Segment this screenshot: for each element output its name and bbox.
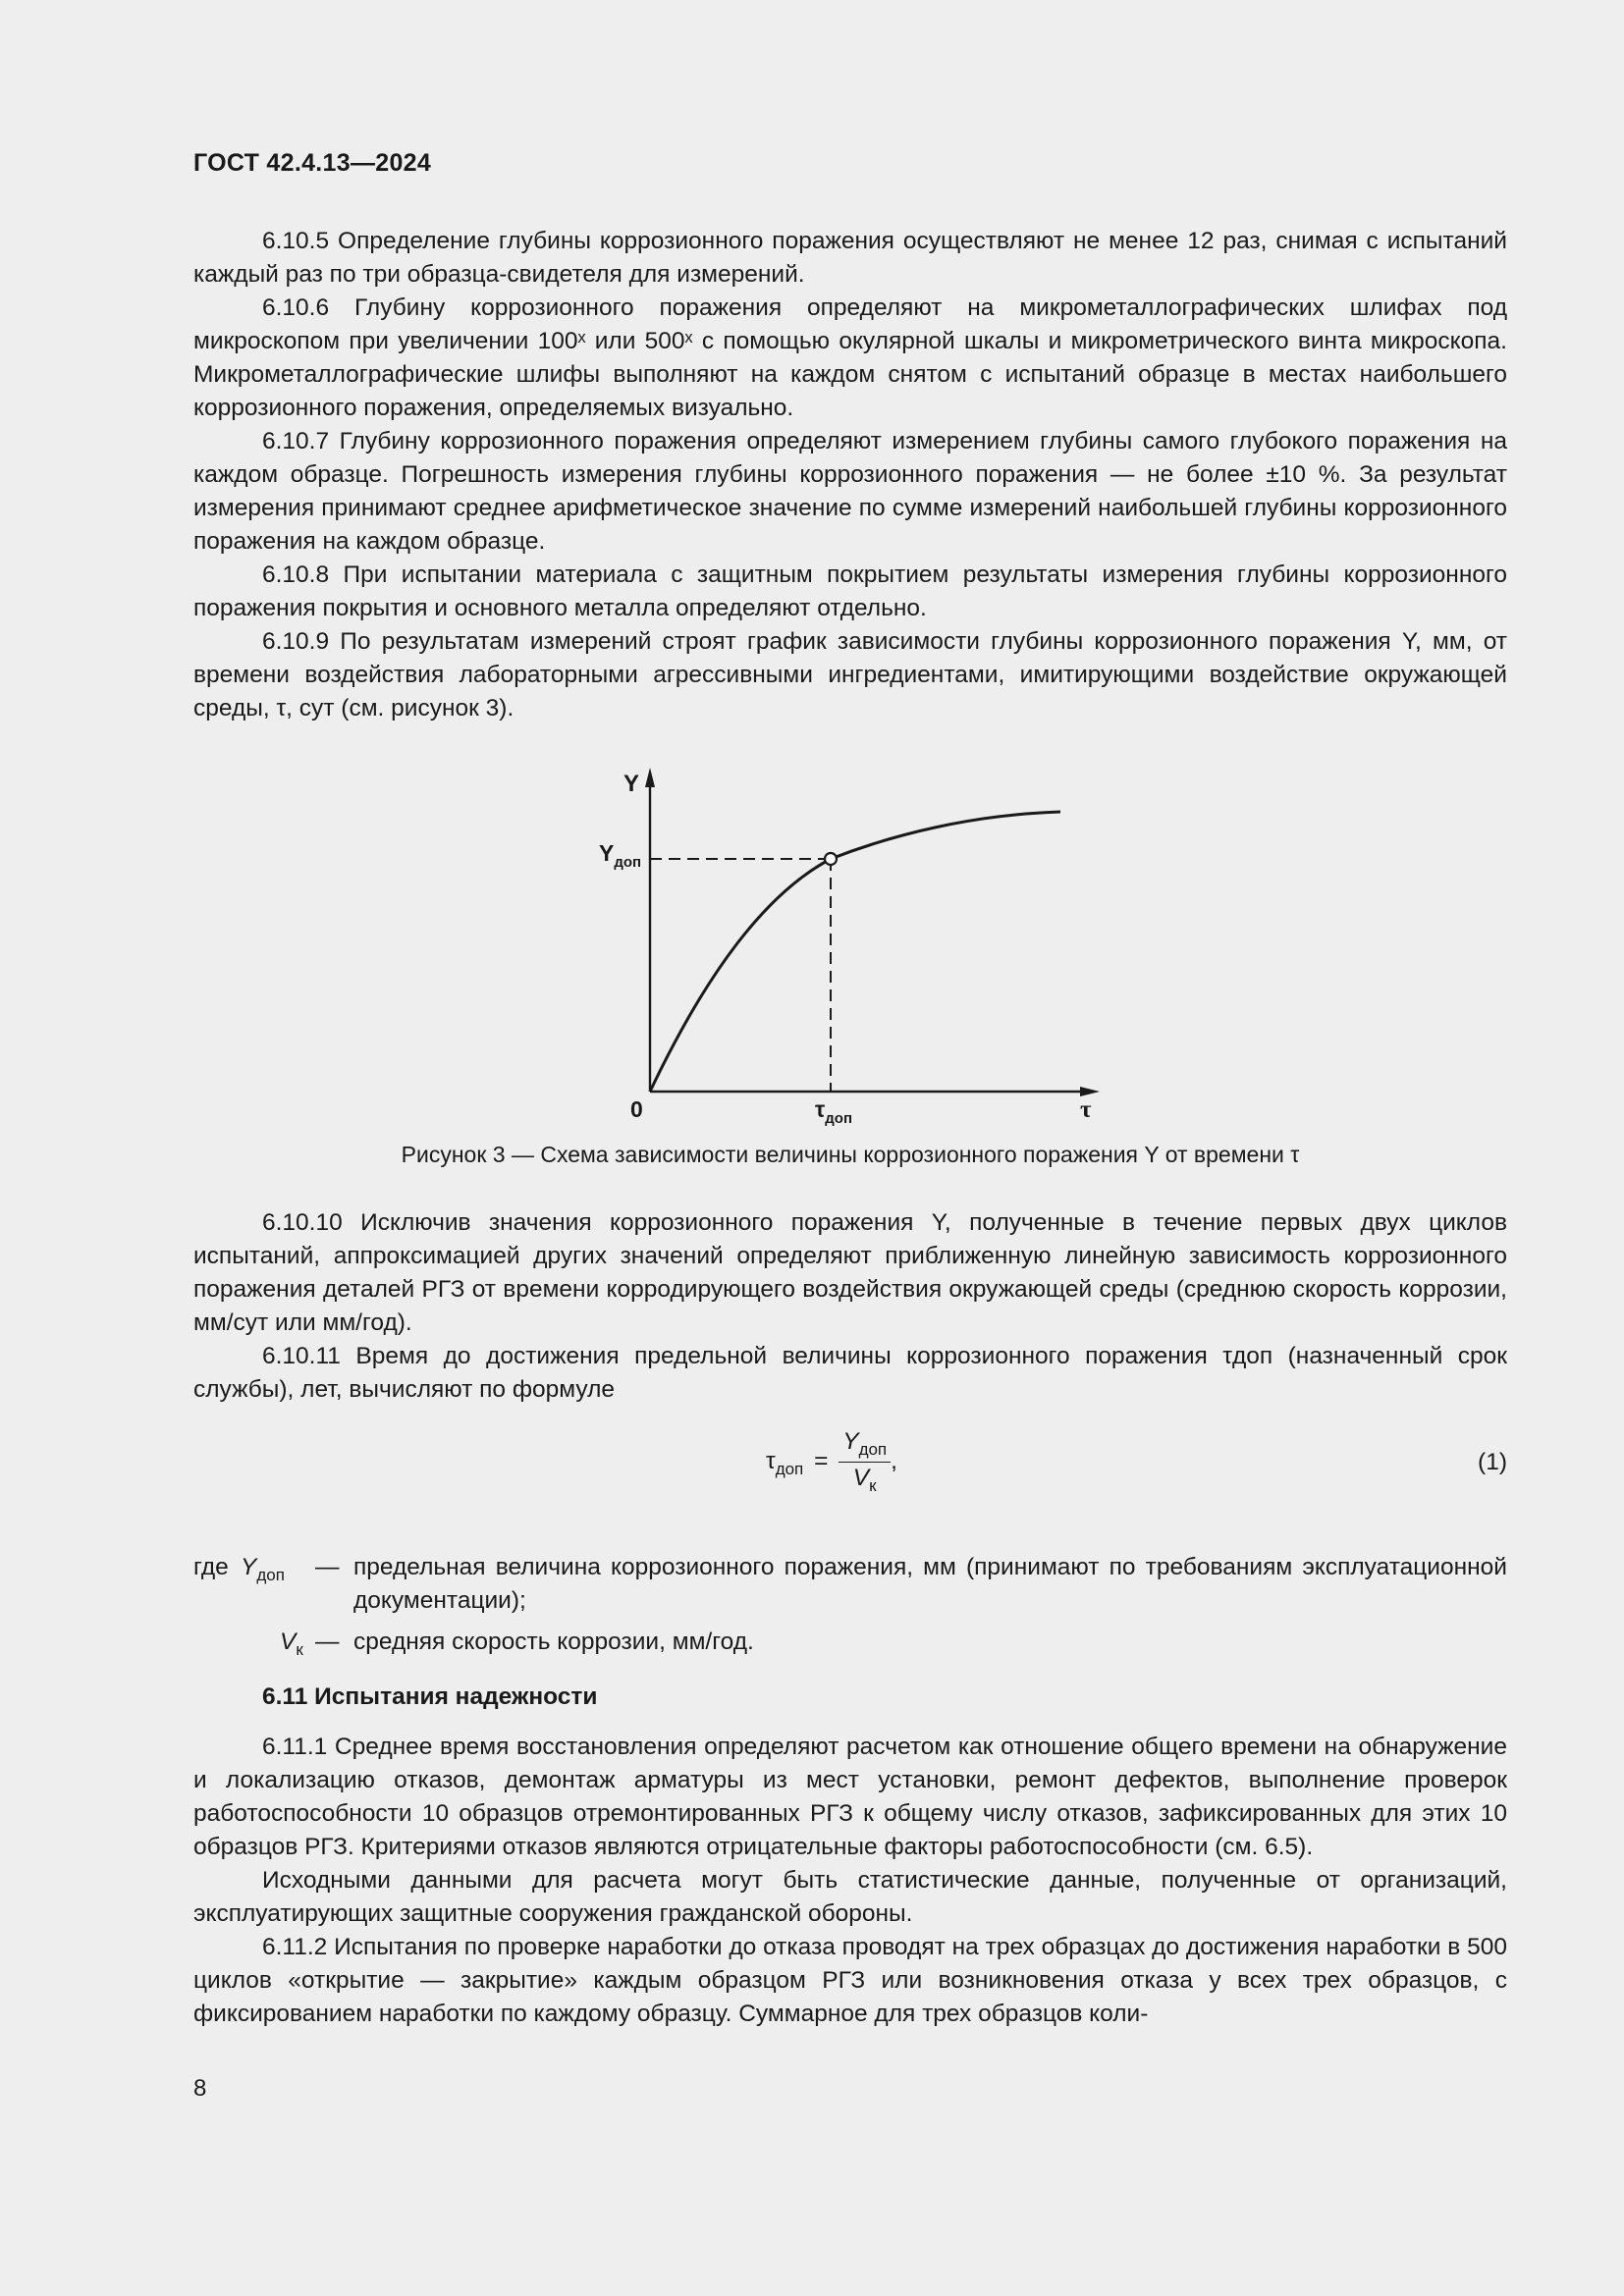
formula-number: (1) (1478, 1449, 1507, 1475)
formula-denominator: $V_к$ (852, 1465, 877, 1495)
paragraph-source-data: Исходными данными для расчета могут быть статистические данные, полученные от организаций, эксплуатирующих защитные сооружения гражданской обороны. (193, 1867, 1507, 1927)
page-number: 8 (193, 2075, 207, 2102)
paragraph-6-10-10: 6.10.10 Исключив значения коррозионного поражения Y, полученные в течение первых двух циклов испытаний, аппроксимацией других значений определяют приближенную линейную зависимость коррозионного поражения деталей РГЗ от времени корродирующего воздействия окружающей среды (среднюю скорость коррозии, мм/сут или мм/год). (193, 1209, 1507, 1336)
where-text-v: средняя скорость коррозии, мм/год. (353, 1629, 754, 1655)
limit-point (825, 853, 837, 865)
formula-comma: , (891, 1447, 897, 1474)
where-symbol-v: $V_к$ (280, 1629, 303, 1659)
paragraph-6-10-9: 6.10.9 По результатам измерений строят график зависимости глубины коррозионного поражения Y, мм, от времени воздействия лабораторными агрессивными ингредиентами, имитирующими воздействие окружающей среды, τ, сут (см. рисунок 3). (193, 628, 1507, 721)
document-header: ГОСТ 42.4.13—2024 (193, 149, 432, 177)
formula-fraction (839, 1428, 891, 1496)
where-block (193, 1551, 1507, 1659)
text-block-mid (193, 1206, 1507, 1407)
figure-3-diagram (569, 756, 1119, 1139)
text-block-bottom (193, 1731, 1507, 2031)
paragraph-6-10-11: 6.10.11 Время до достижения предельной величины коррозионного поражения τдоп (назначенный срок службы), лет, вычисляют по формуле (193, 1343, 1507, 1403)
where-item-y (193, 1551, 1507, 1618)
corrosion-curve (650, 812, 1060, 1092)
x-axis-label: τ (1080, 1096, 1092, 1123)
formula-equals: = (814, 1447, 829, 1474)
paragraph-6-10-6: 6.10.6 Глубину коррозионного поражения определяют на микрометаллографических шлифах под микроскопом при увеличении 100ˣ или 500ˣ с помощью окулярной шкалы и микрометрического винта микроскопа. Микрометаллографические шлифы выполняют на каждом снятом с испытаний образце в местах наибольшего коррозионного поражения, определяемых визуально. (193, 294, 1507, 421)
paragraph-6-11-1: 6.11.1 Среднее время восстановления определяют расчетом как отношение общего времени на обнаружение и локализацию отказов, демонтаж арматуры из мест установки, ремонт дефектов, выполнение проверок работоспособности 10 образцов отремонтированных РГЗ к общему числу отказов, зафиксированных для этих 10 образцов РГЗ. Критериями отказов являются отрицательные факторы работоспособности (см. 6.5). (193, 1734, 1507, 1860)
paragraph-6-10-5: 6.10.5 Определение глубины коррозионного поражения осуществляют не менее 12 раз, снимая с испытаний каждый раз по три образца-свидетеля для измерений. (193, 228, 1507, 288)
where-item-v (193, 1626, 1507, 1659)
text-block-top (193, 225, 1507, 725)
origin-label: 0 (630, 1096, 643, 1122)
tau-dop-label: $\tau_{доп}$ (815, 1096, 853, 1127)
where-lead: где (193, 1554, 229, 1580)
paragraph-6-11-2: 6.11.2 Испытания по проверке наработки до отказа проводят на трех образцах до достижения наработки в 500 циклов «открытие — закрытие» каждым образцом РГЗ или возникновения отказа у всех трех образцов, с фиксированием наработки по каждому образцу. Суммарное для трех образцов коли- (193, 1934, 1507, 2027)
x-axis-arrow (1080, 1087, 1100, 1096)
y-axis-label: Y (623, 771, 640, 797)
paragraph-6-10-8: 6.10.8 При испытании материала с защитным покрытием результаты измерения глубины коррозионного поражения покрытия и основного металла определяют отдельно. (193, 561, 1507, 621)
where-dash-y: — (315, 1554, 340, 1580)
y-axis-arrow (645, 768, 655, 787)
formula-lhs: $\tau_{доп}$ (766, 1447, 804, 1478)
where-symbol-y: $Y_{доп}$ (241, 1554, 285, 1584)
section-heading-6-11: 6.11 Испытания надежности (262, 1683, 598, 1710)
where-text-y: предельная величина коррозионного поражения, мм (принимают по требованиям эксплуатационной документации); (353, 1554, 1507, 1614)
y-dop-label: $Y_{доп}$ (599, 840, 642, 871)
formula-numerator: $Y_{доп}$ (839, 1428, 891, 1463)
where-dash-v: — (315, 1629, 340, 1655)
paragraph-6-10-7: 6.10.7 Глубину коррозионного поражения определяют измерением глубины самого глубокого поражения на каждом образце. Погрешность измерения глубины коррозионного поражения — не более ±10 %. За результат измерения принимают среднее арифметическое значение по сумме измерений наибольшей глубины коррозионного поражения на каждом образце. (193, 428, 1507, 555)
figure-caption: Рисунок 3 — Схема зависимости величины коррозионного поражения Y от времени τ (401, 1142, 1300, 1167)
formula-1 (766, 1428, 897, 1496)
